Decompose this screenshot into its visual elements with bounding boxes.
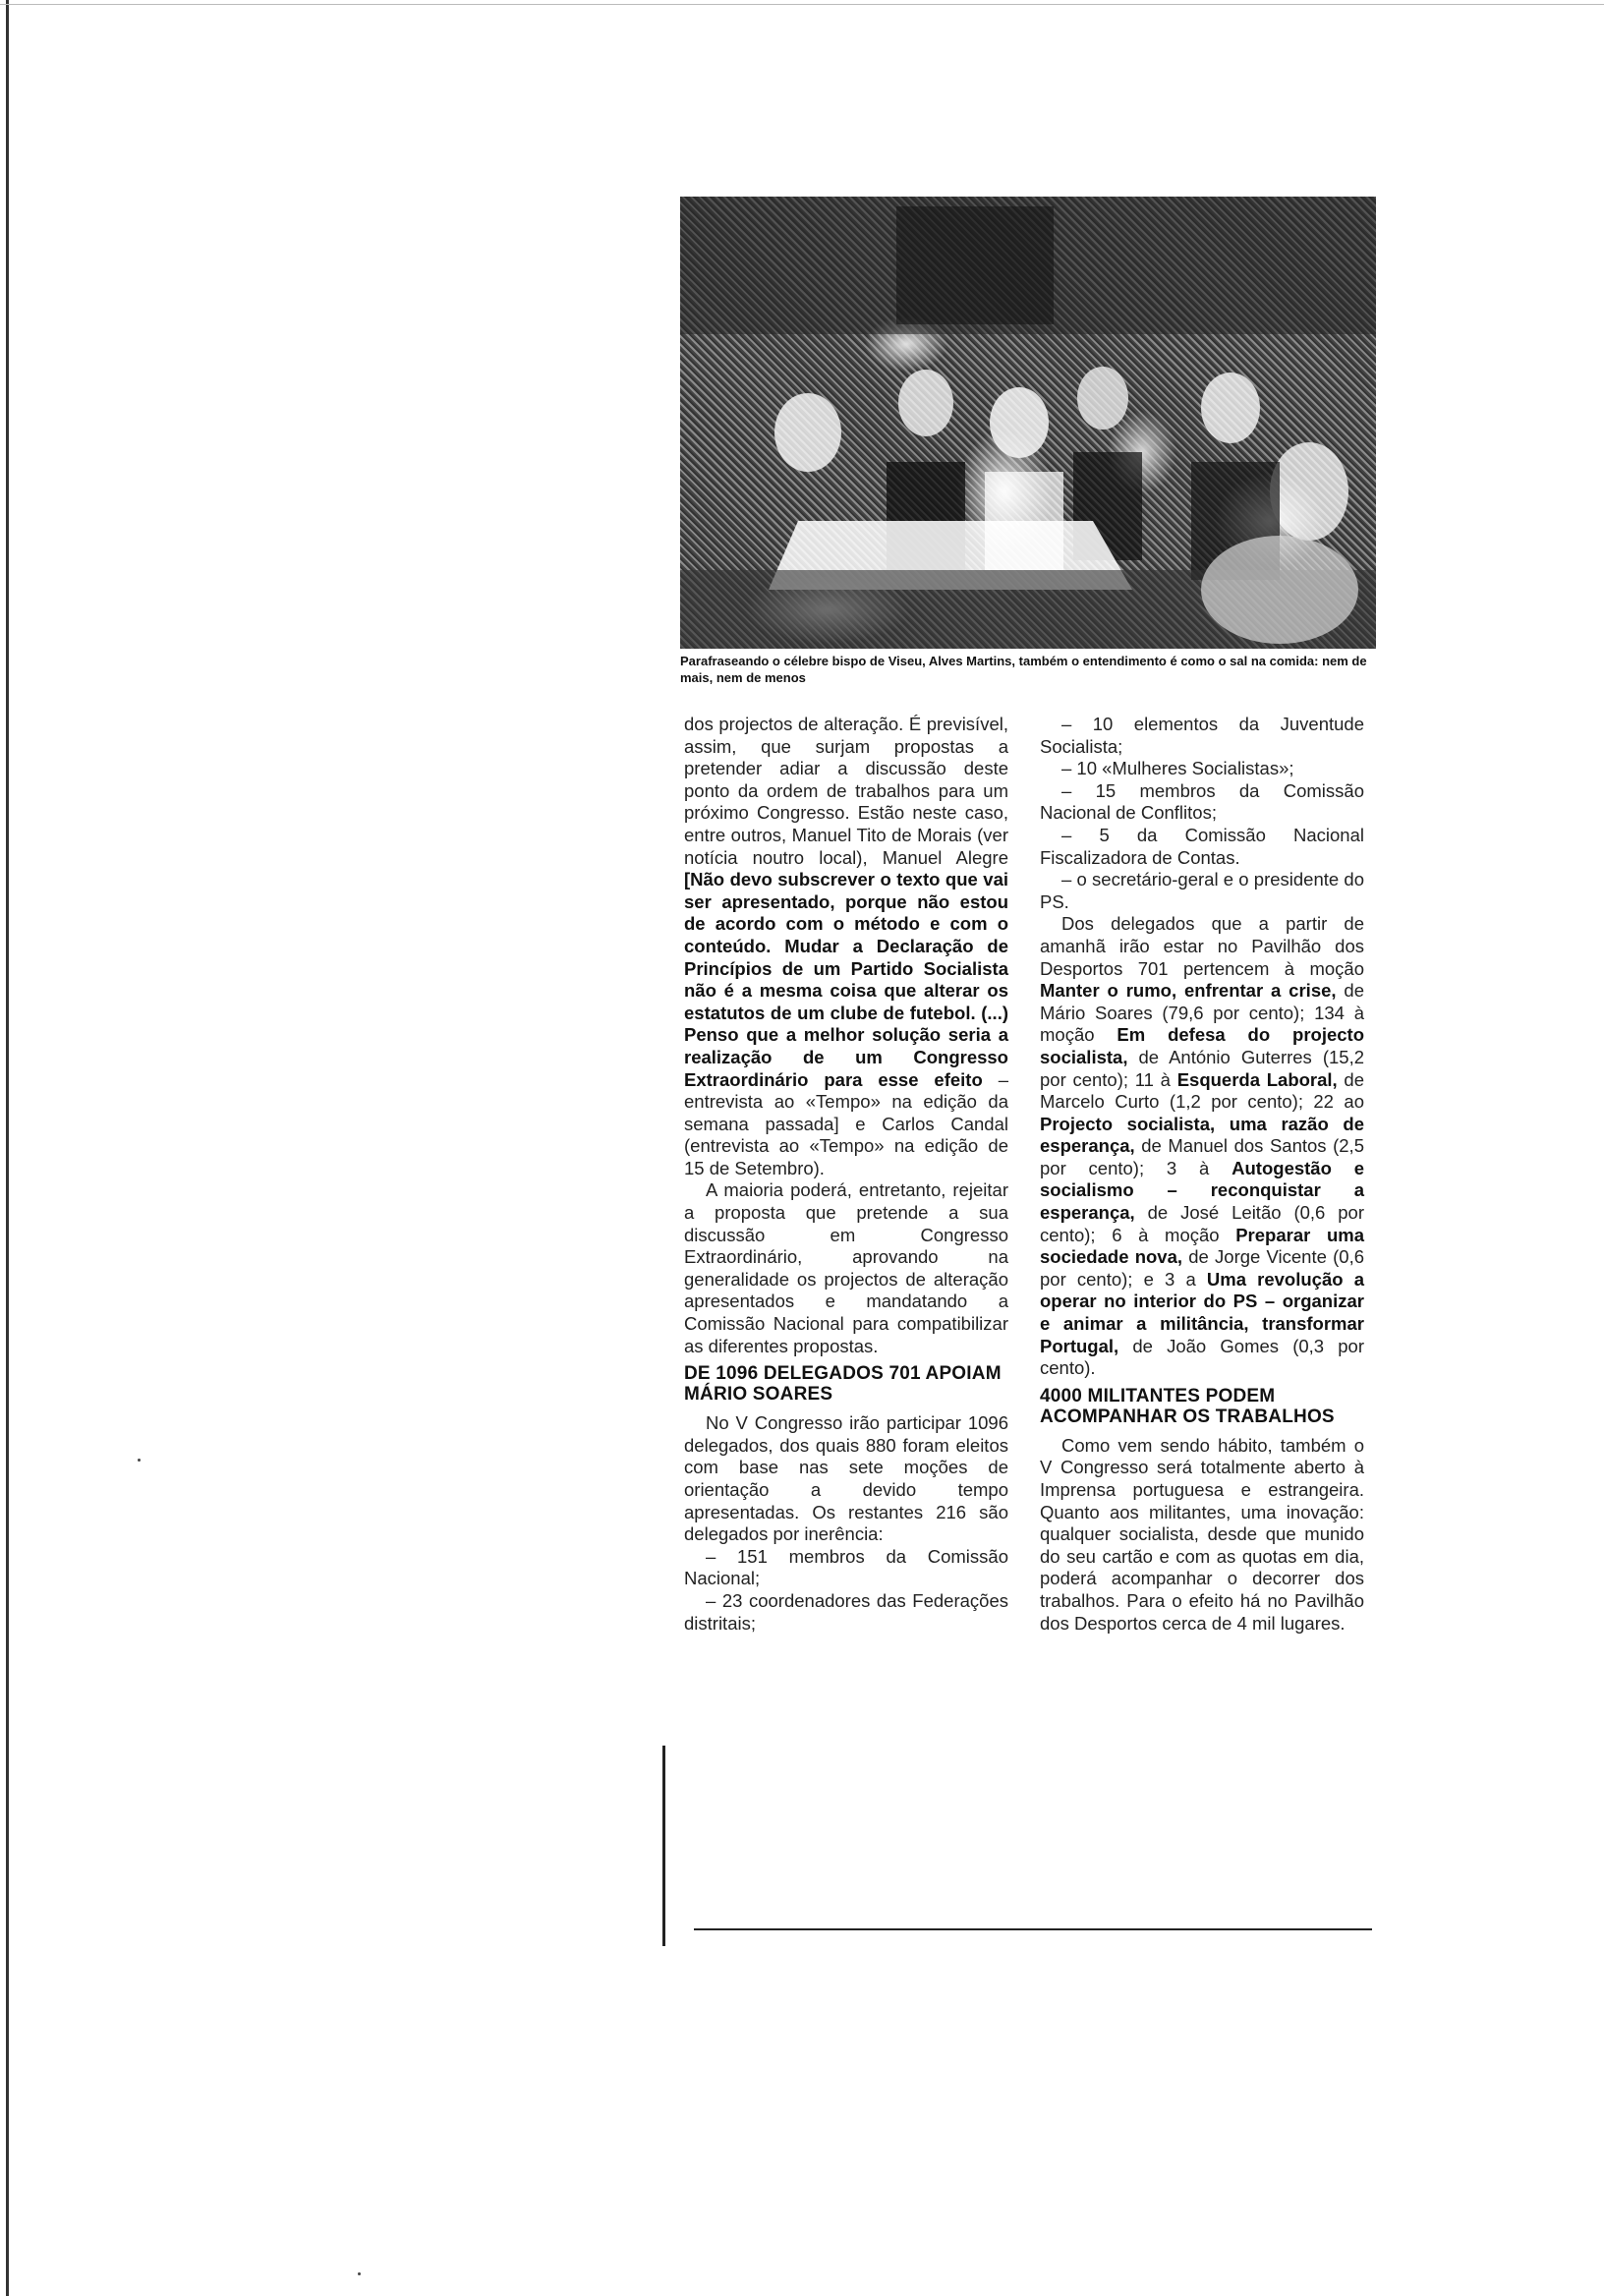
article-paragraph-3: No V Congresso irão participar 1096 delegados, dos quais 880 foram eleitos com base nas sete moções de orientação a devido tempo apresentadas. Os restantes 216 são delegados por inerência: (684, 1412, 1008, 1545)
meeting-photo-figures (680, 197, 1376, 649)
text-run: de Jorge Vicente (0,6 por cento); e 3 a (1040, 1246, 1364, 1290)
motion-title: Uma revolução a operar no interior do PS – organizar e animar a militância, transformar Portugal, (1040, 1268, 1364, 1356)
article-end-rule (694, 1928, 1372, 1930)
text-run: de Mário Soares (79,6 por cento); 134 à moção (1040, 980, 1364, 1046)
column-left (684, 714, 1008, 1635)
scan-speck (138, 1459, 141, 1462)
list-item: – 10 elementos da Juventude Socialista; (1040, 714, 1364, 757)
motion-title: Esquerda Laboral, (1176, 1068, 1338, 1090)
page-top-edge (0, 4, 1604, 5)
meeting-photo (680, 197, 1376, 649)
text-run: de António Guterres (15,2 por cento); 11 à (1040, 1046, 1364, 1090)
article-paragraph-motions (1040, 913, 1364, 1379)
text-run: Dos delegados que a partir de amanhã irão estar no Pavilhão dos Desportos 701 pertencem à moção (1040, 913, 1364, 979)
text-run: de José Leitão (0,6 por cento); 6 à moção (1040, 1202, 1364, 1245)
list-item: – 23 coordenadores das Federações distritais; (684, 1589, 1008, 1634)
list-item: – 5 da Comissão Nacional Fiscalizadora de Contas. (1040, 824, 1364, 868)
motion-title: Em defesa do projecto socialista, (1040, 1024, 1365, 1067)
column-marker-bar (662, 1746, 665, 1946)
article-paragraph-press: Como vem sendo hábito, também o V Congresso será totalmente aberto à Imprensa portuguesa e estrangeira. Quanto aos militantes, uma inovação: qualquer socialista, desde que munido do seu cartão e com as quotas em dia, poderá acompanhar o decorrer dos trabalhos. Para o efeito há no Pavilhão dos Desportos cerca de 4 mil lugares. (1040, 1434, 1364, 1634)
column-right (1040, 714, 1364, 1635)
motion-title: Projecto socialista, uma razão de esperança, (1040, 1113, 1364, 1157)
scan-speck (358, 2272, 361, 2275)
list-item: – o secretário-geral e o presidente do PS. (1040, 869, 1364, 912)
article-paragraph-1 (684, 714, 1008, 1179)
motion-title: Preparar uma sociedade nova, (1040, 1224, 1364, 1268)
text-run: de Manuel dos Santos (2,5 por cento); 3 à (1040, 1135, 1364, 1178)
section-heading-delegados: DE 1096 DELEGADOS 701 APOIAM MÁRIO SOARES (684, 1363, 1002, 1406)
motion-title: Autogestão e socialismo – reconquistar a esperança, (1040, 1157, 1364, 1224)
list-item: – 151 membros da Comissão Nacional; (684, 1545, 1008, 1589)
list-item: – 10 «Mulheres Socialistas»; (1061, 758, 1294, 779)
text-run: de Marcelo Curto (1,2 por cento); 22 ao (1040, 1068, 1365, 1113)
section-heading-militantes: 4000 MILITANTES PODEM ACOMPANHAR OS TRABALHOS (1040, 1385, 1335, 1427)
article-paragraph-2: A maioria poderá, entretanto, rejeitar a proposta que pretende a sua discussão em Congresso Extraordinário, aprovando na generalidade os projectos de alteração apresentados e mandatando a Comissão Nacional para compatibilizar as diferentes propostas. (684, 1179, 1008, 1356)
quote-bold: [Não devo subscrever o texto que vai ser apresentado, porque não estou de acordo com o método e com o conteúdo. Mudar a Declaração de Princípios de um Partido Socialista não é a mesma coisa que alterar os estatutos de um clube de futebol. (...) Penso que a melhor solução seria a realização de um Congresso Extraordinário para esse efeito (684, 869, 1008, 1090)
motion-title: Manter o rumo, enfrentar a crise, (1040, 980, 1337, 1002)
text-run: de João Gomes (0,3 por cento). (1040, 1335, 1364, 1379)
list-item: – 15 membros da Comissão Nacional de Conflitos; (1040, 779, 1364, 824)
text-run: – entrevista ao «Tempo» na edição da semana passada] e Carlos Candal (entrevista ao «Tempo» na edição de 15 de Setembro). (684, 1068, 1008, 1178)
text-run: dos projectos de alteração. É previsível, assim, que surjam propostas a pretender adiar a discussão deste ponto da ordem de trabalhos para um próximo Congresso. Estão neste caso, entre outros, Manuel Tito de Morais (ver notícia noutro local), Manuel Alegre (684, 714, 1008, 868)
photo-caption: Parafraseando o célebre bispo de Viseu, Alves Martins, também o entendimento é como o sal na comida: nem de mais, nem de menos (680, 654, 1367, 685)
page-edge (6, 0, 9, 2296)
